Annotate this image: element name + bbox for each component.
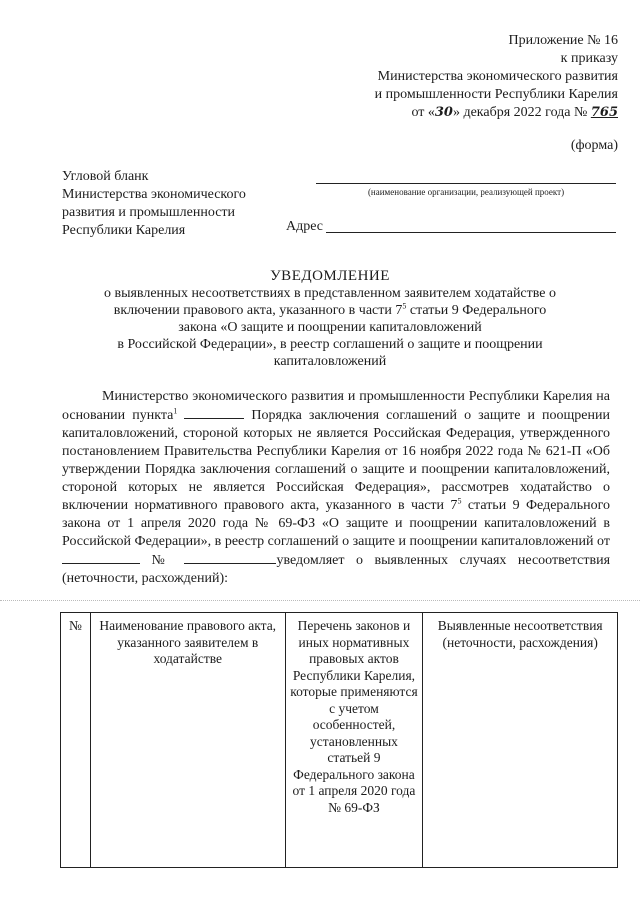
table-header-discrepancies: Выявленные несоответствия (неточности, расхождения) — [423, 613, 618, 868]
registry-number-blank — [184, 551, 276, 564]
body-paragraph — [62, 388, 610, 588]
corner-stamp-line1: Угловой бланк — [62, 169, 149, 184]
organization-name-line — [316, 183, 616, 184]
body-part-a: Министерство экономического развития и промышленности Республики Карелия на основании пункта — [62, 389, 610, 423]
table-header-number: № — [61, 613, 91, 868]
appendix-order-ref: к приказу — [560, 51, 618, 66]
appendix-header — [375, 32, 618, 122]
page-fold-divider — [0, 600, 640, 601]
title-line4: в Российской Федерации», в реестр соглашений о защите и поощрении — [117, 337, 543, 352]
organization-caption: (наименование организации, реализующей проект) — [367, 187, 565, 197]
title-line2 — [40, 302, 620, 319]
date-prefix: от « — [411, 105, 435, 120]
notice-body — [62, 388, 610, 588]
table-header-act-name: Наименование правового акта, указанного заявителем в ходатайстве — [90, 613, 285, 868]
title-line2-a: включении правового акта, указанного в части 7 — [113, 303, 403, 318]
table-header-laws-list: Перечень законов и иных нормативных правовых актов Республики Карелия, которые применяются с учетом особенностей, установленных статьей 9 Федерального закона от 1 апреля 2020 года № 69-ФЗ — [285, 613, 423, 868]
notice-title — [40, 268, 620, 370]
corner-stamp-line4: Республики Карелия — [62, 223, 186, 238]
corner-stamp — [62, 168, 246, 240]
footnote-ref-1: 1 — [173, 406, 178, 416]
appendix-ministry-cont: и промышленности Республики Карелия — [374, 87, 618, 102]
form-label: (форма) — [570, 138, 618, 153]
appendix-ministry: Министерства экономического развития — [377, 69, 618, 84]
title-sup: 5 — [402, 301, 407, 311]
body-part-d: № — [140, 553, 173, 568]
address-label: Адрес — [286, 219, 324, 234]
body-part-e: уведомляет о выявленных случаях несоответствия (неточности, расхождений): — [62, 553, 611, 586]
table-row — [61, 613, 618, 868]
body-part-c: статьи 9 Федерального закона от 1 апреля 2020 года № 69-ФЗ «О защите и поощрении капиталовложений в Российской Федерации», в реестр соглашений о защите и поощрении капиталовложений от — [62, 498, 611, 549]
corner-stamp-line2: Министерства экономического — [62, 187, 246, 202]
title-line1: о выявленных несоответствиях в представленном заявителем ходатайстве о — [103, 286, 557, 301]
registry-date-blank — [62, 551, 140, 564]
handwritten-order-number: 765 — [590, 105, 618, 120]
appendix-date-line — [375, 104, 618, 122]
address-line — [326, 232, 616, 233]
point-number-blank — [184, 406, 244, 419]
discrepancy-table — [60, 612, 618, 868]
body-part-b: Порядка заключения соглашений о защите и поощрении капиталовложений, стороной которых не является Российская Федерация, утвержденного постановлением Правительства Республики Карелия от 16 ноября 2022 года № 621-П «Об утверждении Порядка заключения соглашений о защите и поощрении капиталовложений, стороной которых не является Российская Федерация», рассмотрев ходатайство о включении нормативного правового акта, указанного в части 7 — [62, 408, 610, 513]
title-line3: закона «О защите и поощрении капиталовложений — [178, 320, 482, 335]
title-line2-b: статьи 9 Федерального — [406, 303, 547, 318]
handwritten-day: 30 — [434, 105, 453, 120]
appendix-number: Приложение № 16 — [508, 33, 618, 48]
title-heading: УВЕДОМЛЕНИЕ — [270, 268, 390, 284]
corner-stamp-line3: развития и промышленности — [62, 205, 236, 220]
date-middle: » декабря 2022 года № — [452, 105, 591, 120]
title-line5: капиталовложений — [273, 354, 387, 369]
part-sup: 5 — [457, 496, 462, 506]
